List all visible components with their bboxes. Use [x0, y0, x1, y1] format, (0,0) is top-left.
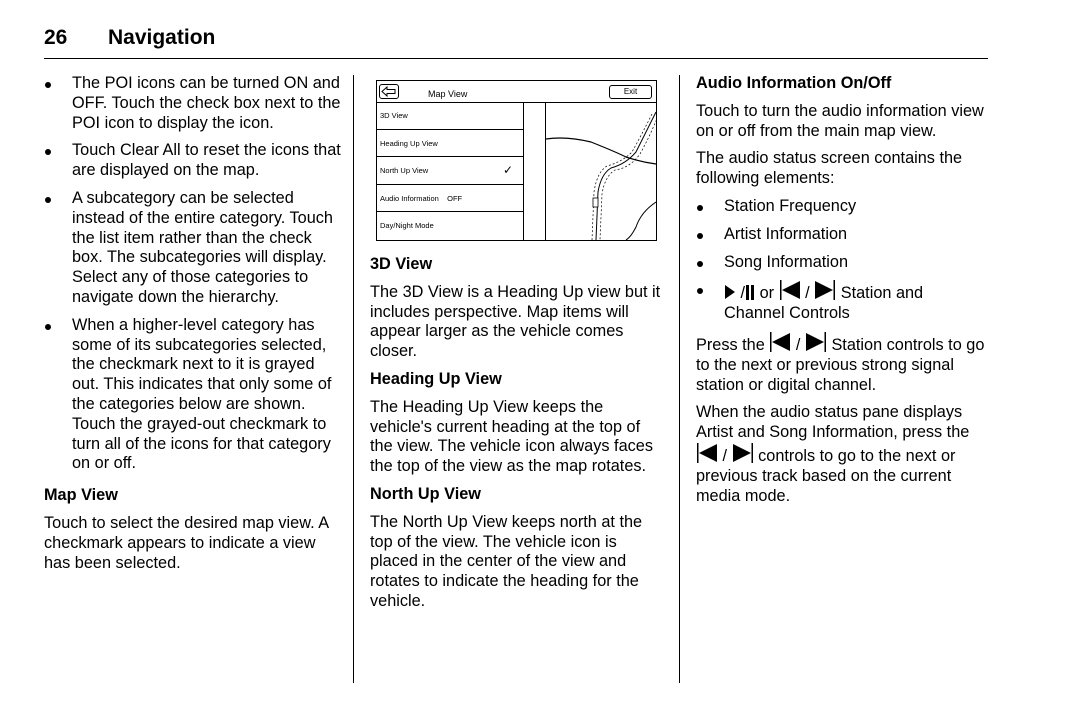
seek-forward-icon — [732, 443, 754, 463]
back-arrow-icon — [379, 84, 399, 99]
pause-icon — [745, 284, 755, 300]
vehicle-icon — [593, 198, 598, 207]
section-title: Navigation — [108, 26, 216, 49]
list-item: Song Information — [696, 253, 988, 273]
menu-row — [377, 157, 523, 185]
exit-button: Exit — [609, 85, 652, 99]
column-divider — [679, 75, 680, 683]
page-number: 26 — [44, 26, 68, 49]
or-text: or — [759, 284, 775, 303]
map-illustration — [546, 102, 656, 240]
map-view-heading: Map View — [44, 486, 118, 505]
slash: / — [795, 335, 801, 354]
3d-view-text: The 3D View is a Heading Up view but it includes perspective. Map items will appear larger as the vehicle comes closer. — [370, 282, 661, 361]
north-up-heading: North Up View — [370, 484, 481, 503]
heading-up-text: The Heading Up View keeps the vehicle's current heading at the top of the view. The vehicle icon always faces the top of the view as the map rotates. — [370, 397, 653, 476]
seek-back-icon — [769, 332, 791, 352]
track-controls-text — [696, 403, 988, 506]
figure-header — [377, 81, 656, 103]
list-item: Station Frequency — [696, 197, 988, 217]
page-header — [44, 26, 215, 50]
list-item: A subcategory can be selected instead of the entire category. Touch the list item rather than the check box. The subcategories will display. Select any of those categories to navigate down the hierarchy. — [44, 189, 344, 308]
controls-label: Station and Channel Controls — [724, 284, 924, 323]
station-controls-text — [696, 332, 988, 395]
list-item: The POI icons can be turned ON and OFF. Touch the check box next to the POI icon to display the icon. — [44, 74, 344, 133]
list-item — [696, 280, 988, 324]
menu-row: 3D View — [377, 102, 523, 130]
seek-forward-icon — [814, 280, 836, 300]
seek-back-icon — [696, 443, 718, 463]
text: Station controls to go to the next or previous strong signal station or digital channel. — [696, 335, 985, 394]
seek-forward-icon — [805, 332, 827, 352]
menu-row: Heading Up View — [377, 130, 523, 158]
north-up-text: The North Up View keeps north at the top of the view. The vehicle icon is placed in the center of the view and rotates to indicate the heading for the vehicle. — [370, 512, 643, 610]
audio-status-text: The audio status screen contains the following elements: — [696, 149, 963, 188]
list-item: When a higher-level category has some of its subcategories selected, the checkmark next to it is grayed out. This indicates that only some of the categories below are shown. Touch the grayed-out checkmark to turn all of the icons for that category on or off. — [44, 316, 344, 474]
list-item: Artist Information — [696, 225, 988, 245]
scroll-strip — [523, 102, 546, 240]
menu-row: Day/Night Mode — [380, 221, 434, 230]
audio-elements — [696, 197, 988, 324]
figure-title: Map View — [428, 89, 468, 99]
figure-menu — [377, 102, 524, 240]
slash: / — [740, 284, 746, 303]
slash: / — [805, 284, 810, 303]
map-view-text: Touch to select the desired map view. A checkmark appears to indicate a view has been selected. — [44, 513, 329, 572]
map-view-screen-figure — [376, 80, 657, 241]
slash: / — [722, 446, 728, 465]
menu-row-label: North Up View — [380, 166, 429, 175]
column-1 — [44, 74, 344, 581]
audio-info-text: Touch to turn the audio information view on or off from the main map view. — [696, 101, 984, 140]
list-item: Touch Clear All to reset the icons that are displayed on the map. — [44, 141, 344, 181]
play-icon — [724, 284, 736, 300]
audio-info-heading: Audio Information On/Off — [696, 74, 892, 92]
column-3 — [696, 74, 988, 514]
3d-view-heading: 3D View — [370, 255, 433, 273]
text: controls to go to the next or previous track based on the current media mode. — [696, 446, 956, 505]
column-divider — [353, 75, 354, 683]
seek-back-icon — [779, 280, 801, 300]
text: Press the — [696, 335, 765, 354]
text: When the audio status pane displays Artist and Song Information, press the — [696, 403, 970, 442]
header-rule — [44, 58, 988, 59]
heading-up-heading: Heading Up View — [370, 369, 502, 388]
menu-row: Audio Information OFF — [377, 185, 523, 213]
poi-bullets — [44, 74, 344, 474]
column-2 — [370, 74, 665, 620]
checkmark-icon: ✓ — [502, 163, 513, 177]
